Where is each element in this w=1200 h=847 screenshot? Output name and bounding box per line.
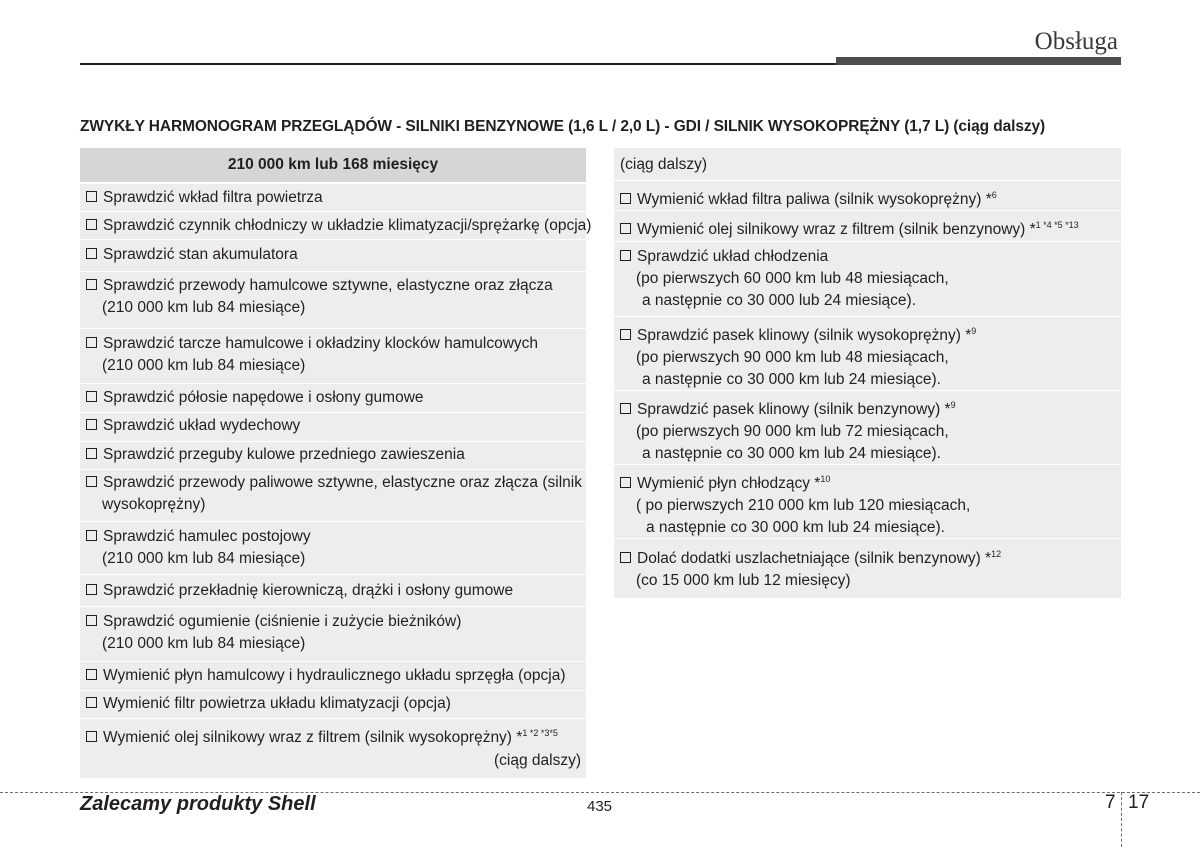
checkbox-icon (620, 193, 631, 204)
checkbox-icon (86, 279, 97, 290)
list-item: Sprawdzić hamulec postojowy (210 000 km lub 84 miesiące) (80, 526, 586, 570)
checkbox-icon (86, 584, 97, 595)
footnote-ref: 6 (991, 190, 997, 200)
list-item: Wymienić olej silnikowy wraz z filtrem (silnik benzynowy) *$^{1 *4 *5 *13}$ (614, 214, 1121, 241)
footnote-ref: 1 *4 *5 *13 (1035, 220, 1079, 230)
checkbox-icon (86, 248, 97, 259)
list-item: Dolać dodatki uszlachetniające (silnik benzynowy) *$^{12}$ (co 15 000 km lub 12 miesięcy) (614, 543, 1121, 592)
chapter-number: 7 (1105, 792, 1116, 813)
checkbox-icon (620, 477, 631, 488)
page-header-title: Obsługa (1034, 28, 1118, 55)
footer-brand: Zalecamy produkty Shell (80, 793, 316, 815)
checkbox-icon (86, 337, 97, 348)
list-item: Sprawdzić wkład filtra powietrza (80, 187, 586, 209)
footnote-ref: 9 (950, 400, 956, 410)
header-bar (836, 57, 1121, 65)
checkbox-icon (620, 552, 631, 563)
checkbox-icon (86, 391, 97, 402)
list-item: Sprawdzić przewody paliwowe sztywne, elastyczne oraz złącza (silnik wysokoprężny) (80, 472, 586, 516)
checkbox-icon (620, 250, 631, 261)
continued-label: (ciąg dalszy) (620, 156, 707, 173)
page-number: 435 (587, 798, 613, 815)
checkbox-icon (620, 403, 631, 414)
list-item: Sprawdzić układ wydechowy (80, 415, 586, 437)
list-item: Sprawdzić pasek klinowy (silnik benzynowy) *$^9$ (po pierwszych 90 000 km lub 72 miesiącach, a następnie co 30 000 km lub 24 miesiące). (614, 394, 1121, 465)
list-item: Sprawdzić układ chłodzenia (po pierwszych 60 000 km lub 48 miesiącach, a następnie co 30 000 lub 24 miesiące). (614, 246, 1121, 312)
list-item: Sprawdzić ogumienie (ciśnienie i zużycie bieżników) (210 000 km lub 84 miesiące) (80, 611, 586, 655)
list-item: Sprawdzić przewody hamulcowe sztywne, elastyczne oraz złącza (210 000 km lub 84 miesiące) (80, 275, 586, 319)
checkbox-icon (620, 329, 631, 340)
list-item: Wymienić płyn hamulcowy i hydraulicznego układu sprzęgła (opcja) (80, 665, 586, 687)
checkbox-icon (86, 530, 97, 541)
left-schedule-box (80, 148, 592, 778)
list-item: Sprawdzić pasek klinowy (silnik wysokoprężny) *$^9$ (po pierwszych 90 000 km lub 48 miesiącach, a następnie co 30 000 km lub 24 miesiące). (614, 320, 1121, 391)
checkbox-icon (86, 191, 97, 202)
list-item: Sprawdzić przekładnię kierowniczą, drążki i osłony gumowe (80, 580, 586, 602)
header-rule (80, 63, 836, 65)
checkbox-icon (86, 419, 97, 430)
continued-label: (ciąg dalszy) (494, 752, 581, 769)
footnote-ref: 9 (971, 326, 977, 336)
list-item: Sprawdzić półosie napędowe i osłony gumowe (80, 387, 586, 409)
checkbox-icon (86, 219, 97, 230)
footnote-ref: 10 (820, 474, 831, 484)
list-item: Sprawdzić stan akumulatora (80, 244, 586, 266)
list-item: Sprawdzić tarcze hamulcowe i okładziny klocków hamulcowych (210 000 km lub 84 miesiące) (80, 333, 586, 377)
list-item: Sprawdzić czynnik chłodniczy w układzie klimatyzacji/sprężarkę (opcja) (80, 215, 586, 237)
footer-vertical-rule (1121, 792, 1122, 847)
list-item: Wymienić płyn chłodzący *$^{10}$ ( po pierwszych 210 000 km lub 120 miesiącach, a następnie co 30 000 km lub 24 miesiące). (614, 468, 1121, 539)
checkbox-icon (86, 448, 97, 459)
checkbox-icon (86, 476, 97, 487)
checkbox-icon (620, 223, 631, 234)
left-heading: 210 000 km lub 168 miesięcy (80, 148, 586, 183)
chapter-page-number: 17 (1128, 792, 1150, 813)
list-item: Wymienić filtr powietrza układu klimatyzacji (opcja) (80, 693, 586, 715)
footnote-ref: 12 (991, 549, 1002, 559)
footnote-ref: 1 *2 *3*5 (522, 728, 558, 738)
list-item: Sprawdzić przeguby kulowe przedniego zawieszenia (80, 444, 586, 466)
checkbox-icon (86, 615, 97, 626)
list-item: Wymienić olej silnikowy wraz z filtrem (silnik wysokoprężny) *$^{1 *2 *3*5}$ (80, 722, 586, 749)
section-title: ZWYKŁY HARMONOGRAM PRZEGLĄDÓW - SILNIKI BENZYNOWE (1,6 L / 2,0 L) - GDI / SILNIK WYSOKOPRĘŻNY (1,7 L) (ciąg dalszy) (80, 118, 1046, 135)
right-schedule-box (614, 148, 1121, 598)
checkbox-icon (86, 731, 97, 742)
checkbox-icon (86, 669, 97, 680)
checkbox-icon (86, 697, 97, 708)
list-item: Wymienić wkład filtra paliwa (silnik wysokoprężny) *$^6$ (614, 184, 1121, 211)
